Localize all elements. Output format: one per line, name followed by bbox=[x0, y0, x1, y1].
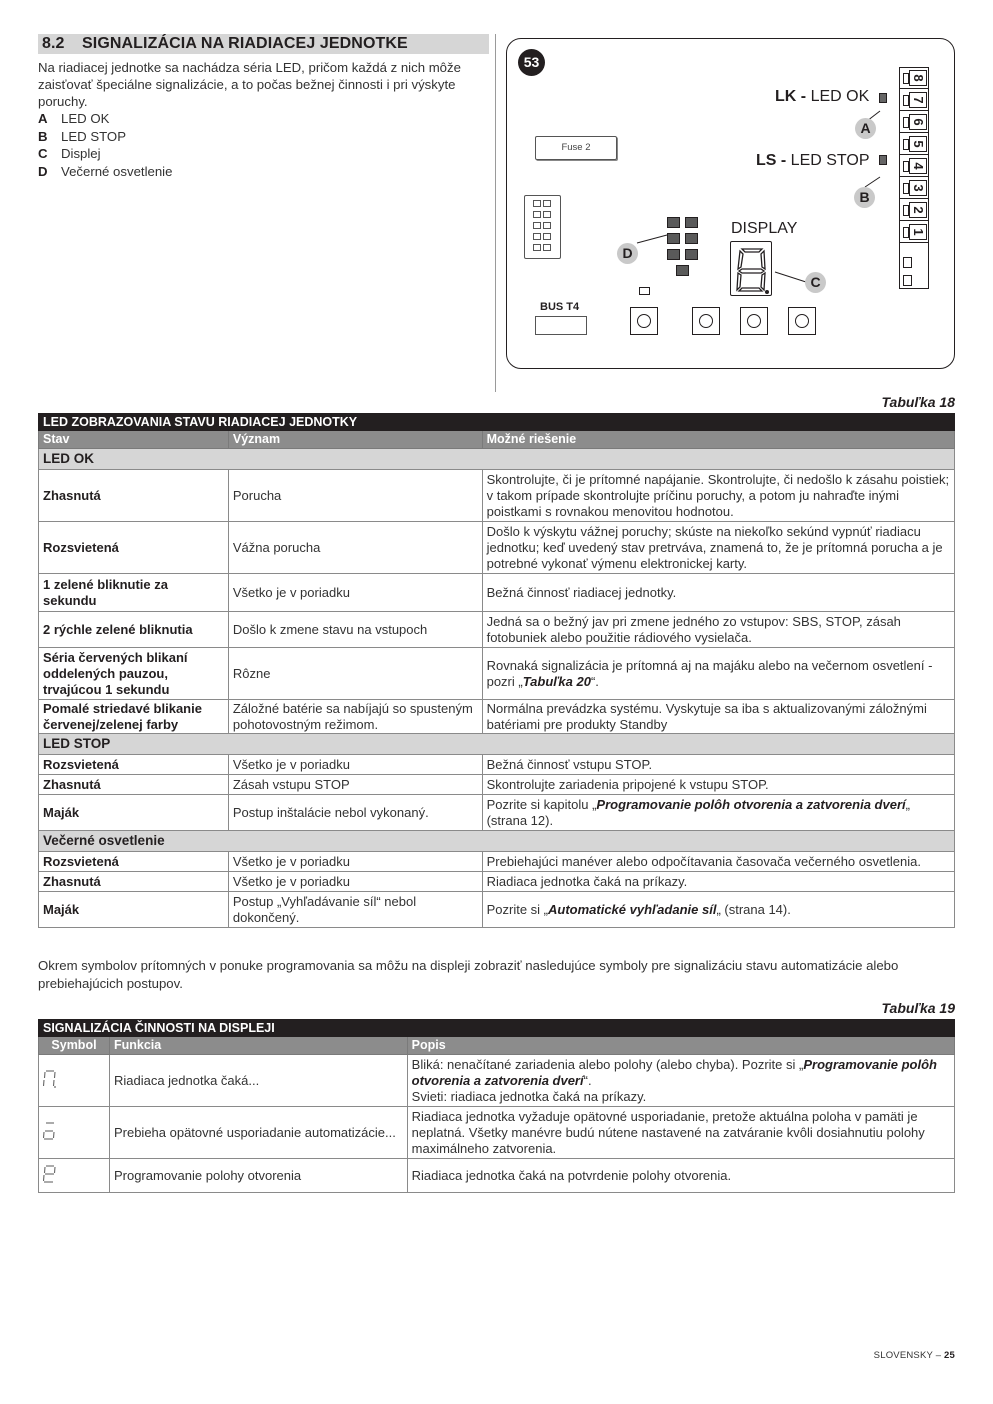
display-symbol-realignment-icon bbox=[39, 1107, 110, 1159]
terminal-8: 8 bbox=[900, 68, 928, 89]
terminal-2: 2 bbox=[900, 200, 928, 221]
page-number: 25 bbox=[944, 1350, 955, 1361]
table-row: 1 zelené bliknutie za sekundu Všetko je v poriadku Bežná činnosť riadiacej jednotky. bbox=[39, 574, 955, 612]
lk-label: LK - LED OK bbox=[775, 88, 870, 105]
led-stop-indicator bbox=[879, 155, 887, 165]
control-button-1 bbox=[630, 307, 658, 335]
section-intro: Na riadiacej jednotke sa nachádza séria LED, pričom každá z nich môže zaisťovať špeciálne signalizácie, a to počas bežnej činnosti i pri výskyte poruchy. bbox=[38, 60, 461, 109]
terminal-block bbox=[899, 67, 929, 289]
table18-group-led-ok: LED OK bbox=[39, 449, 955, 470]
figure-number-badge: 53 bbox=[518, 49, 545, 76]
terminal-3: 3 bbox=[900, 178, 928, 199]
table-row: Zhasnutá Všetko je v poriadku Riadiaca jednotka čaká na príkazy. bbox=[39, 872, 955, 892]
display-digit-graphic bbox=[731, 242, 773, 297]
page-footer bbox=[874, 1350, 955, 1361]
table19-caption: Tabuľka 19 bbox=[881, 1000, 955, 1016]
table18-header-vyznam: Význam bbox=[228, 431, 482, 449]
footer-separator: – bbox=[935, 1350, 942, 1361]
fuse-component: Fuse 2 bbox=[535, 136, 617, 160]
terminal-5: 5 bbox=[900, 134, 928, 155]
table-row: Séria červených blikaní oddelených pauzou, trvajúcou 1 sekundu Rôzne Rovnaká signalizácia je prítomná aj na majáku alebo na večernom osvetlení - pozri „Tabuľka 20“. bbox=[39, 648, 955, 700]
callout-c: C bbox=[805, 272, 826, 293]
bus-t4-connector bbox=[535, 316, 587, 335]
control-button-2 bbox=[692, 307, 720, 335]
legend-item-a: A LED OK bbox=[38, 111, 110, 126]
table19-display-signals bbox=[38, 1019, 955, 1193]
table-row: Zhasnutá Porucha Skontrolujte, či je prítomné napájanie. Skontrolujte, či nedošlo k zásahu poistiek; v takom prípade skontrolujte príčinu poruchy, a potom ju nahraďte inými poistkami s rovnakou menovitou hodnotou. bbox=[39, 470, 955, 522]
bus-t4-label: BUS T4 bbox=[540, 301, 580, 313]
figure-legend bbox=[38, 110, 172, 180]
seven-segment-display bbox=[730, 241, 772, 296]
table-row: Maják Postup inštalácie nebol vykonaný. Pozrite si kapitolu „Programovanie polôh otvorenia a zatvorenia dverí„ (strana 12). bbox=[39, 795, 955, 831]
display-symbol-open-position-icon bbox=[39, 1159, 110, 1193]
terminal-1: 1 bbox=[900, 222, 928, 243]
terminal-4: 4 bbox=[900, 156, 928, 177]
ls-label: LS - LED STOP bbox=[756, 152, 870, 169]
table-row: 2 rýchle zelené bliknutia Došlo k zmene stavu na vstupoch Jedná sa o bežný jav pri zmene jedného zo vstupov: SBS, STOP, zásah fotobuniek alebo použitie rádiového vysielača. bbox=[39, 612, 955, 648]
terminal-6: 6 bbox=[900, 112, 928, 133]
callout-d: D bbox=[617, 243, 638, 264]
control-unit-figure bbox=[506, 38, 955, 369]
table19-header-popis: Popis bbox=[407, 1037, 954, 1055]
display-symbols-paragraph: Okrem symbolov prítomných v ponuke programovania sa môžu na displeji zobraziť nasledujúce symboly pre signalizáciu stavu automatizácie alebo prebiehajúcich postupov. bbox=[38, 958, 899, 991]
legend-item-d: D Večerné osvetlenie bbox=[38, 163, 173, 179]
control-button-4 bbox=[788, 307, 816, 335]
table18-header-riesenie: Možné riešenie bbox=[482, 431, 954, 449]
section-heading bbox=[38, 34, 489, 54]
table18-header-stav: Stav bbox=[39, 431, 229, 449]
display-symbol-waiting-icon bbox=[39, 1055, 110, 1107]
status-led bbox=[639, 287, 650, 295]
table-row: Prebieha opätovné usporiadanie automatizácie... Riadiaca jednotka vyžaduje opätovné usporiadanie, pretože aktuálna poloha v pamäti je neplatná. Všetky manévre budú nútene nastavené na zatváranie kvôli dosiahnutiu polohy maximálneho zatvorenia. bbox=[39, 1107, 955, 1159]
table-row: Zhasnutá Zásah vstupu STOP Skontrolujte zariadenia pripojené k vstupu STOP. bbox=[39, 775, 955, 795]
table-row: Programovanie polohy otvorenia Riadiaca jednotka čaká na potvrdenie polohy otvorenia. bbox=[39, 1159, 955, 1193]
column-divider bbox=[495, 34, 496, 392]
table-row: Rozsvietená Vážna porucha Došlo k výskytu vážnej poruchy; skúste na niekoľko sekúnd vypnúť riadiacu jednotku; keď uvedený stav pretrváva, znamená to, že je prítomná porucha a je potrebné vykonať výmenu elektronickej karty. bbox=[39, 522, 955, 574]
table19-header-symbol: Symbol bbox=[39, 1037, 110, 1055]
section-title: SIGNALIZÁCIA NA RIADIACEJ JEDNOTKE bbox=[82, 35, 408, 52]
table-row: Riadiaca jednotka čaká... Bliká: nenačítané zariadenia alebo polohy (alebo chyba). Pozrite si „Programovanie polôh otvorenia a zatvorenia dverí“. Svieti: riadiaca jednotka čaká na príkazy. bbox=[39, 1055, 955, 1107]
table18-caption: Tabuľka 18 bbox=[881, 394, 955, 410]
table-row: Maják Postup „Vyhľadávanie síl“ nebol dokončený. Pozrite si „Automatické vyhľadanie síl„ (strana 14). bbox=[39, 892, 955, 928]
display-label: DISPLAY bbox=[731, 220, 798, 237]
table-row: Pomalé striedavé blikanie červenej/zelenej farby Záložné batérie sa nabíjajú so spusteným pohotovostným režimom. Normálna prevádzka systému. Vyskytuje sa iba s aktualizovanými záložnými batériami pre produkty Standby bbox=[39, 700, 955, 734]
table-row: Rozsvietená Všetko je v poriadku Prebiehajúci manéver alebo odpočítavania časovača večerného osvetlenia. bbox=[39, 852, 955, 872]
table18-led-status bbox=[38, 413, 955, 928]
terminal-7: 7 bbox=[900, 90, 928, 111]
terminal-lower-block bbox=[899, 257, 929, 291]
footer-language: SLOVENSKY bbox=[873, 1350, 933, 1361]
callout-b: B bbox=[854, 187, 875, 208]
power-connector bbox=[524, 195, 561, 259]
led-ok-indicator bbox=[879, 93, 887, 103]
section-number: 8.2 bbox=[42, 35, 65, 52]
table-row: Rozsvietená Všetko je v poriadku Bežná činnosť vstupu STOP. bbox=[39, 755, 955, 775]
table19-header-funkcia: Funkcia bbox=[109, 1037, 407, 1055]
legend-item-b: B LED STOP bbox=[38, 128, 126, 144]
legend-item-c: C Displej bbox=[38, 146, 101, 161]
table18-group-led-stop: LED STOP bbox=[39, 734, 955, 755]
table19-title: SIGNALIZÁCIA ČINNOSTI NA DISPLEJI bbox=[39, 1020, 955, 1037]
callout-a: A bbox=[855, 118, 876, 139]
table18-group-night-light: Večerné osvetlenie bbox=[39, 831, 955, 852]
control-button-3 bbox=[740, 307, 768, 335]
table18-title: LED ZOBRAZOVANIA STAVU RIADIACEJ JEDNOTKY bbox=[39, 414, 955, 431]
